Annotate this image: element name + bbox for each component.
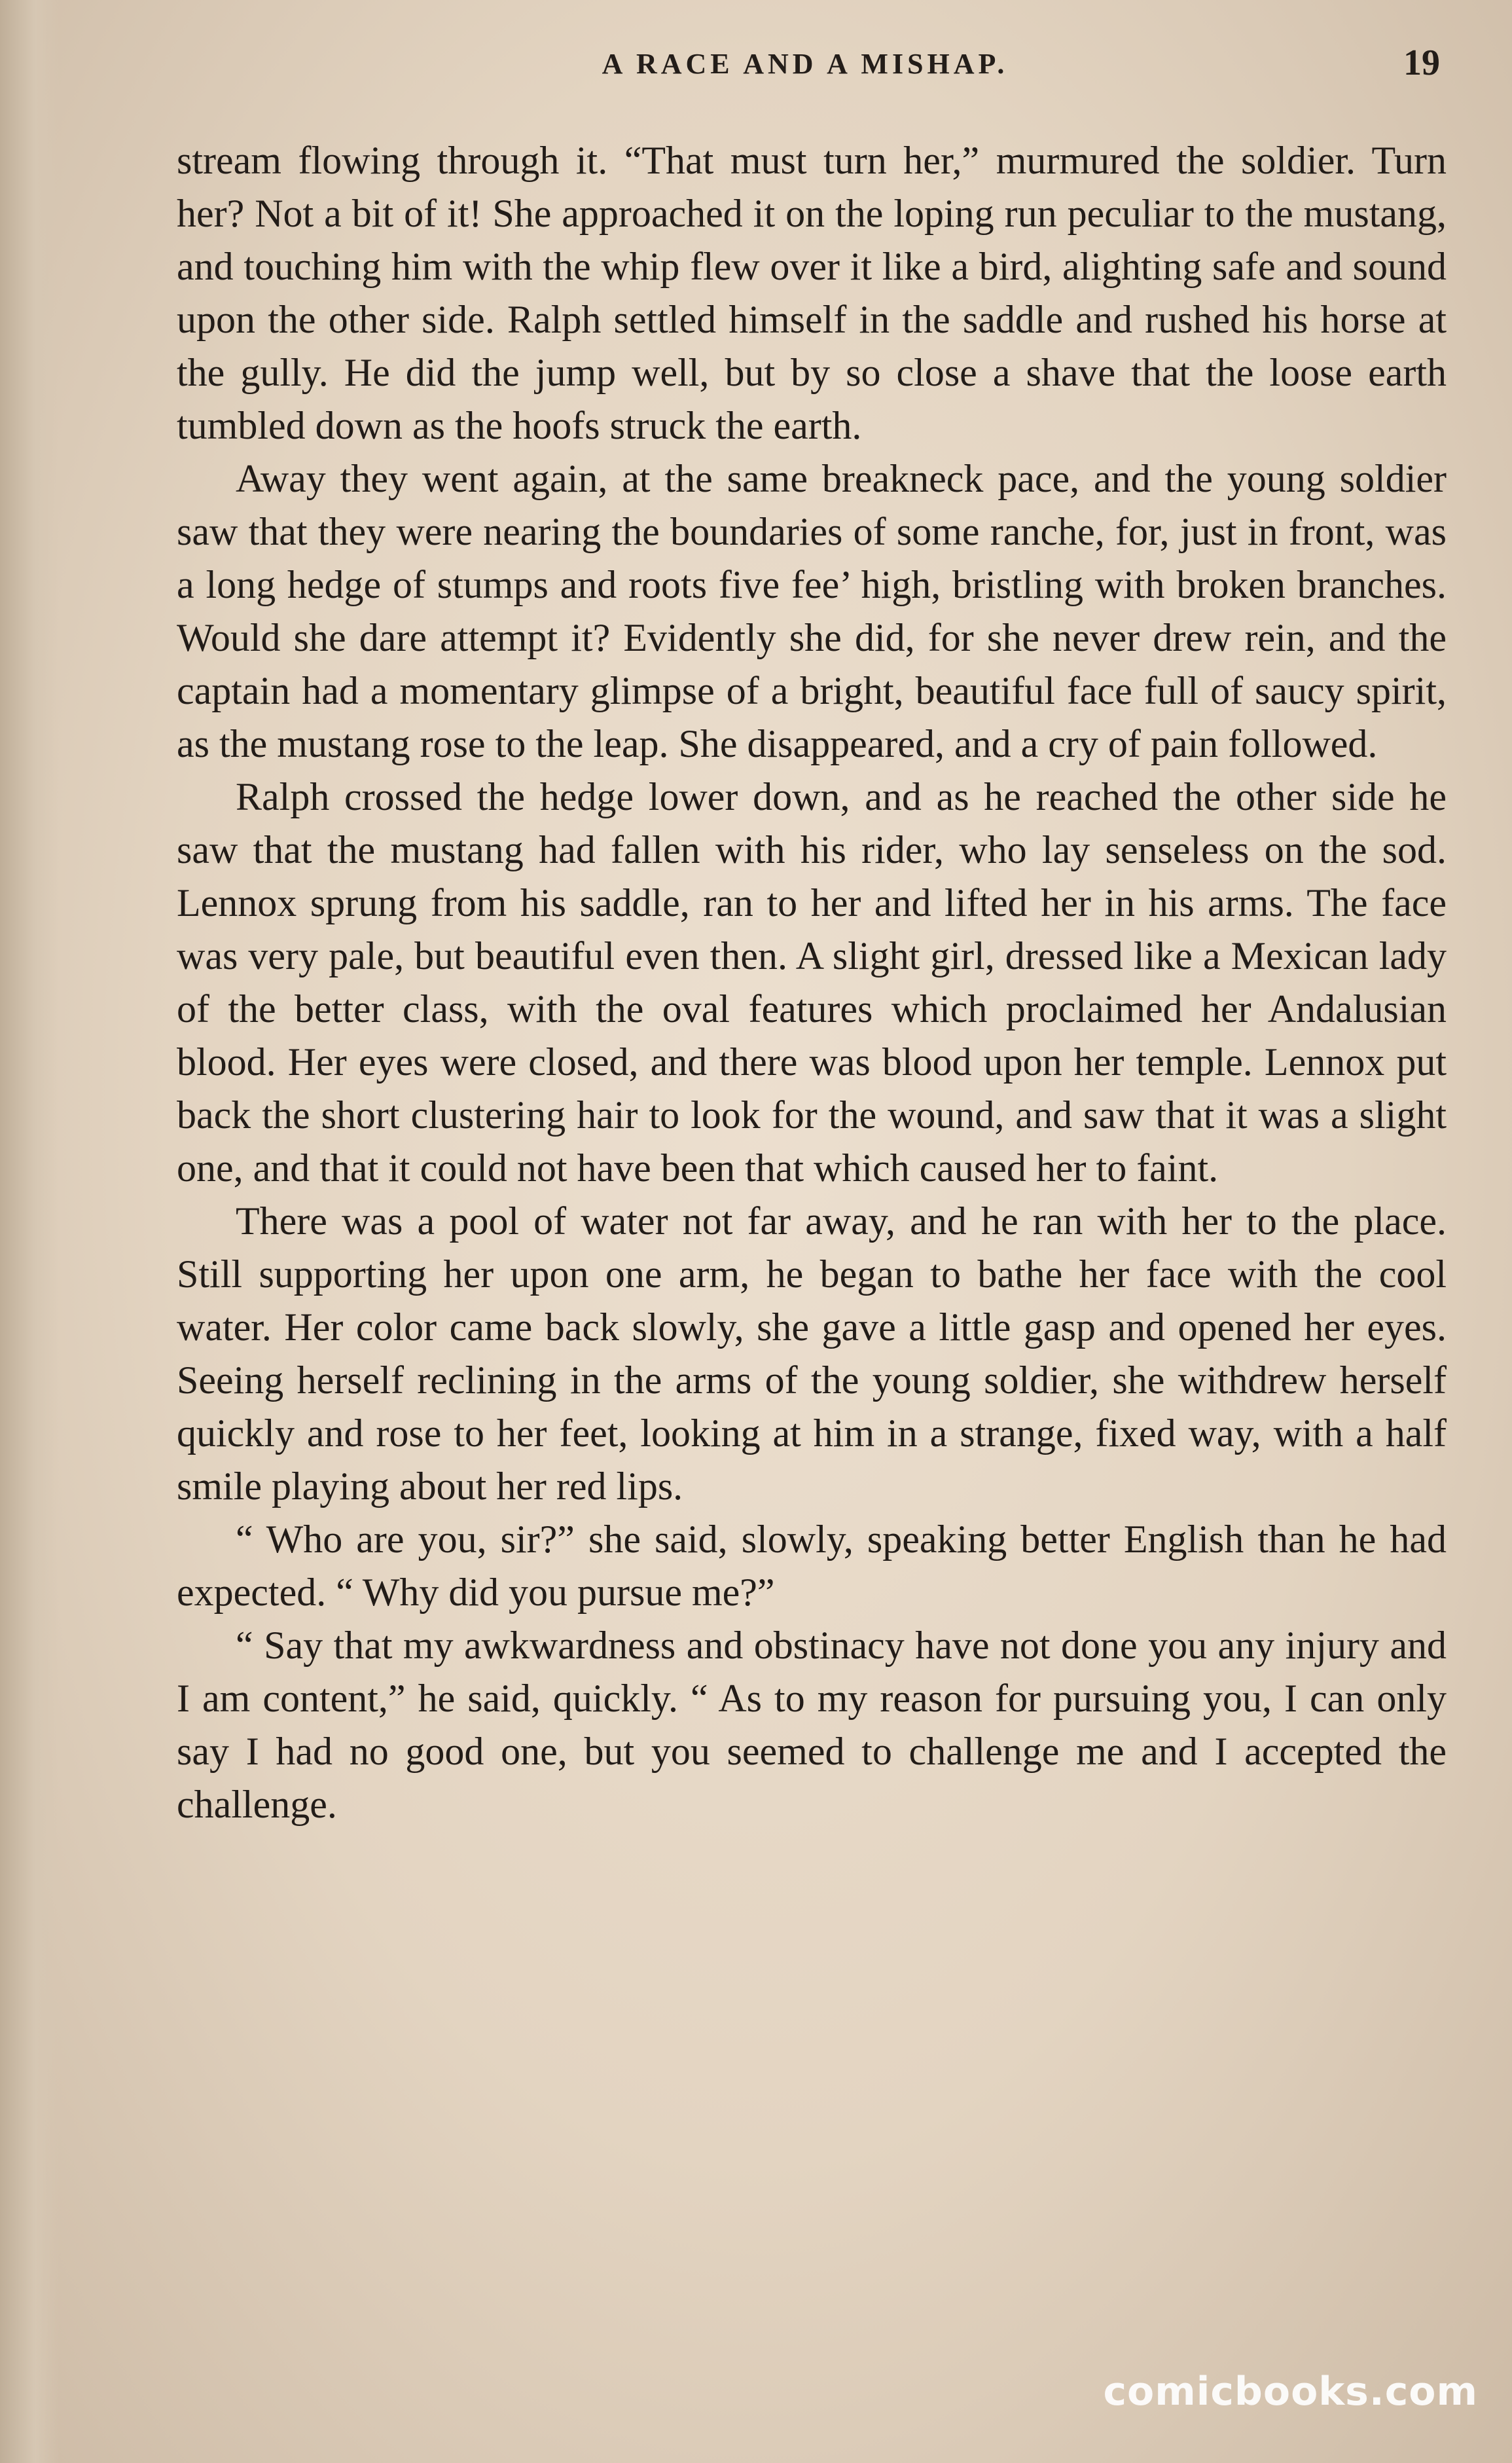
page-header <box>170 42 1440 88</box>
paragraph: Ralph crossed the hedge lower down, and as he reached the other side he saw that the mustang had fallen with his rider, who lay senseless on the sod. Lennox sprung from his saddle, ran to her and lifted her in his arms. The face was very pale, but beautiful even then. A slight girl, dressed like a Mexican lady of the better class, with the oval features which proclaimed her Andalusian blood. Her eyes were closed, and there was blood upon her temple. Lennox put back the short clustering hair to look for the wound, and saw that it was a slight one, and that it could not have been that which caused her to faint. <box>177 775 1447 1190</box>
paragraph: “ Who are you, sir?” she said, slowly, speaking better English than he had expected. “ Why did you pursue me?” <box>177 1518 1447 1614</box>
paragraph: “ Say that my awkwardness and obstinacy have not done you any injury and I am content,” he said, quickly. “ As to my reason for pursuing you, I can only say I had no good one, but you seemed to challenge me and I accepted the challenge. <box>177 1624 1447 1826</box>
paragraph: stream flowing through it. “That must turn her,” murmured the soldier. Turn her? Not a bit of it! She approached it on the loping run peculiar to the mustang, and touching him with the whip flew over it like a bird, alighting safe and sound upon the other side. Ralph settled himself in the saddle and rushed his horse at the gully. He did the jump well, but by so close a shave that the loose earth tumbled down as the hoofs struck the earth. <box>177 139 1447 447</box>
page-number: 19 <box>1403 43 1440 83</box>
running-head: A RACE AND A MISHAP. <box>602 48 1009 80</box>
watermark: comicbooks.com <box>1103 2369 1478 2415</box>
body-text <box>177 134 1447 1831</box>
paragraph: There was a pool of water not far away, and he ran with her to the place. Still supporting her upon one arm, he began to bathe her face with the cool water. Her color came back slowly, she gave a little gasp and opened her eyes. Seeing herself reclining in the arms of the young soldier, she withdrew herself quickly and rose to her feet, looking at him in a strange, fixed way, with a half smile playing about her red lips. <box>177 1199 1447 1508</box>
paragraph: Away they went again, at the same breakneck pace, and the young soldier saw that they were nearing the boundaries of some ranche, for, just in front, was a long hedge of stumps and roots five fee’ high, bristling with broken branches. Would she dare attempt it? Evidently she did, for she never drew rein, and the captain had a momentary glimpse of a bright, beautiful face full of saucy spirit, as the mustang rose to the leap. She disappeared, and a cry of pain followed. <box>177 457 1447 765</box>
page-edge-shadow <box>0 0 59 2463</box>
